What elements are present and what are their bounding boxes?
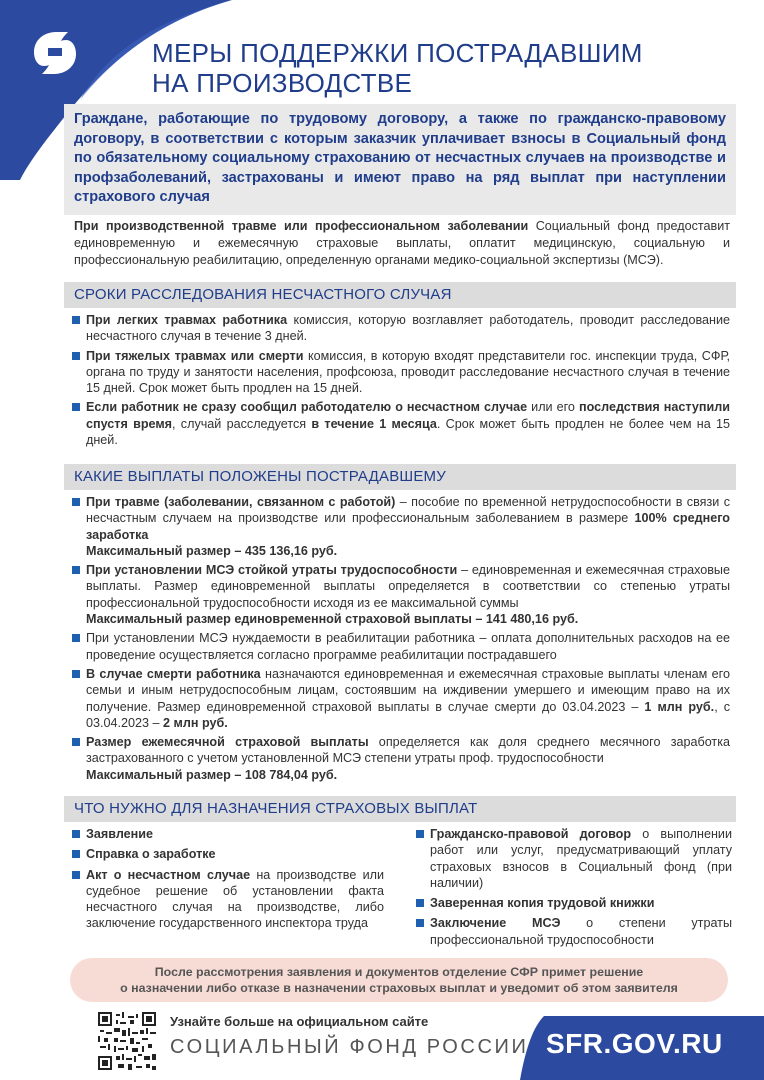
bullet-square-icon (72, 498, 80, 506)
sfr-logo-icon (24, 22, 86, 84)
item-text: – пособие по временной нетрудоспособности в связи с несчастным случаем на производстве или профессиональным заболеванием в размере (86, 495, 730, 526)
item-text: о степени утраты профессиональной трудоспособности (430, 916, 732, 947)
section-heading-documents: ЧТО НУЖНО ДЛЯ НАЗНАЧЕНИЯ СТРАХОВЫХ ВЫПЛАТ (64, 796, 736, 822)
list-item (72, 867, 384, 932)
item-text: назначаются единовременная и ежемесячная страховые выплаты членам его семьи и иным нетрудоспособным лицам, состоявшим на иждивении умершего и имеющим право на их получение. Размер единовременной страховой выплаты в случае смерти до 03.04.2023 – (86, 666, 730, 714)
item-bold: 2 млн руб. (163, 715, 228, 730)
item-bold: 100% среднего заработка (86, 511, 730, 542)
bullet-square-icon (72, 850, 80, 858)
title-line-1: МЕРЫ ПОДДЕРЖКИ ПОСТРАДАВШИМ (152, 38, 643, 68)
bullet-square-icon (416, 899, 424, 907)
investigation-list (72, 312, 730, 451)
item-bold: Заключение МСЭ (430, 916, 561, 931)
bullet-square-icon (72, 403, 80, 411)
list-item (72, 494, 730, 559)
notice-line-2: о назначении либо отказе в назначении страховых выплат и уведомит об этом заявителя (120, 981, 678, 995)
item-bold: При травме (заболевании, связанном с работой) (86, 495, 396, 509)
bullet-square-icon (72, 566, 80, 574)
item-bold: Заявление (86, 827, 154, 841)
list-item (416, 826, 732, 891)
notice-line-1: После рассмотрения заявления и документов отделение СФР примет решение (154, 965, 644, 979)
item-bold: Справка о заработке (86, 847, 216, 862)
bullet-square-icon (72, 316, 80, 324)
item-bold: последствия наступили спустя время (86, 400, 730, 431)
list-item (72, 826, 384, 842)
item-text: – единовременная и ежемесячная страховые выплаты. Размер единовременной выплаты определяется в соответствии со степенью утраты профессиональной трудоспособности исходя из ее максимальной суммы (86, 563, 730, 610)
item-text: При установлении МСЭ нуждаемости в реабилитации работника – оплата дополнительных расходов на ее проведение осуществляется согласно программе реабилитации пострадавшего (86, 631, 730, 662)
item-bold: Размер ежемесячной страховой выплаты (86, 735, 369, 750)
bullet-square-icon (72, 871, 80, 879)
item-bold: При тяжелых травмах или смерти (86, 348, 304, 363)
bullet-square-icon (416, 919, 424, 927)
item-max-amount: Максимальный размер – 435 136,16 руб. (86, 543, 338, 558)
fund-name: СОЦИАЛЬНЫЙ ФОНД РОССИИ (170, 1036, 529, 1058)
bullet-square-icon (72, 352, 80, 360)
intro-paragraph (74, 218, 730, 269)
list-item (72, 734, 730, 783)
intro-box: Граждане, работающие по трудовому договору, а также по гражданско-правовому договору, в соответствии с которым заказчик уплачивает взносы в Социальный фонд по обязательному социальному страхованию от несчастных случаев на производстве и профзаболеваний, застрахованы и имеют право на ряд выплат при наступлении страхового случая (64, 104, 736, 215)
item-max-amount: Максимальный размер – 108 784,04 руб. (86, 767, 338, 782)
section-heading-investigation: СРОКИ РАССЛЕДОВАНИЯ НЕСЧАСТНОГО СЛУЧАЯ (64, 282, 736, 308)
qr-code-icon[interactable] (98, 1012, 156, 1070)
list-item (72, 348, 730, 397)
item-text: , с 03.04.2023 – (86, 699, 730, 730)
item-text: на производстве или судебное решение об установлении факта несчастного случая на производстве, либо заключение государственного инспектора труда (86, 867, 384, 931)
more-info-text: Узнайте больше на официальном сайте (170, 1014, 429, 1029)
payments-list (72, 494, 730, 786)
list-item (72, 562, 730, 627)
list-item (416, 915, 732, 948)
list-item (72, 846, 384, 862)
list-item (72, 312, 730, 345)
list-item (72, 399, 730, 448)
item-bold: в течение 1 месяца (311, 416, 437, 431)
item-text: или его (527, 400, 579, 415)
item-text: определяется как доля среднего месячного заработка застрахованного с учетом установленной МСЭ степени утраты проф. трудоспособности (86, 735, 730, 766)
item-bold: Если работник не сразу сообщил работодателю о несчастном случае (86, 400, 528, 415)
documents-list-right (416, 826, 732, 952)
website-link[interactable]: SFR.GOV.RU (546, 1028, 723, 1059)
bullet-square-icon (72, 738, 80, 746)
bullet-square-icon (72, 830, 80, 838)
item-text: комиссия, которую возглавляет работодатель, проводит расследование несчастного случая в течение 3 дней. (86, 313, 730, 344)
item-text: , случай расследуется (172, 416, 312, 431)
bullet-square-icon (72, 634, 80, 642)
documents-list-left (72, 826, 384, 936)
bullet-square-icon (416, 830, 424, 838)
item-bold: При установлении МСЭ стойкой утраты трудоспособности (86, 563, 458, 578)
section-heading-payments: КАКИЕ ВЫПЛАТЫ ПОЛОЖЕНЫ ПОСТРАДАВШЕМУ (64, 464, 736, 490)
item-bold: В случае смерти работника (86, 666, 261, 681)
bullet-square-icon (72, 670, 80, 678)
item-max-amount: Максимальный размер единовременной страховой выплаты – 141 480,16 руб. (86, 612, 579, 627)
item-bold: Акт о несчастном случае (86, 867, 251, 882)
item-text: . Срок может быть продлен не более чем на 15 дней. (86, 416, 730, 448)
page-title (152, 38, 732, 98)
title-line-2: НА ПРОИЗВОДСТВЕ (152, 68, 413, 98)
item-bold: Гражданско-правовой договор (430, 827, 632, 841)
decision-notice (70, 958, 728, 1002)
item-text: комиссия, в которую входят представители гос. инспекции труда, СФР, органа по труду и занятости населения, профсоюза, проводит расследование несчастного случая в течение 15 дней. Срок может быть продлен на 15 дней. (86, 348, 730, 396)
item-bold: При легких травмах работника (86, 313, 288, 327)
item-text: о выполнении работ или услуг, предусматривающий уплату страховых взносов в Социальный фонд (при наличии) (430, 827, 733, 890)
paragraph-bold: При производственной травме или профессиональном заболевании (74, 219, 529, 233)
list-item (72, 630, 730, 663)
list-item (72, 666, 730, 731)
item-bold: Заверенная копия трудовой книжки (430, 896, 655, 911)
item-bold: 1 млн руб. (644, 699, 715, 714)
list-item (416, 895, 732, 911)
paragraph-text: Социальный фонд предоставит единовременную и ежемесячную страховые выплаты, оплатит медицинскую, социальную и профессиональную реабилитацию, определенную органами медико-социальной экспертизы (МСЭ). (74, 219, 730, 267)
